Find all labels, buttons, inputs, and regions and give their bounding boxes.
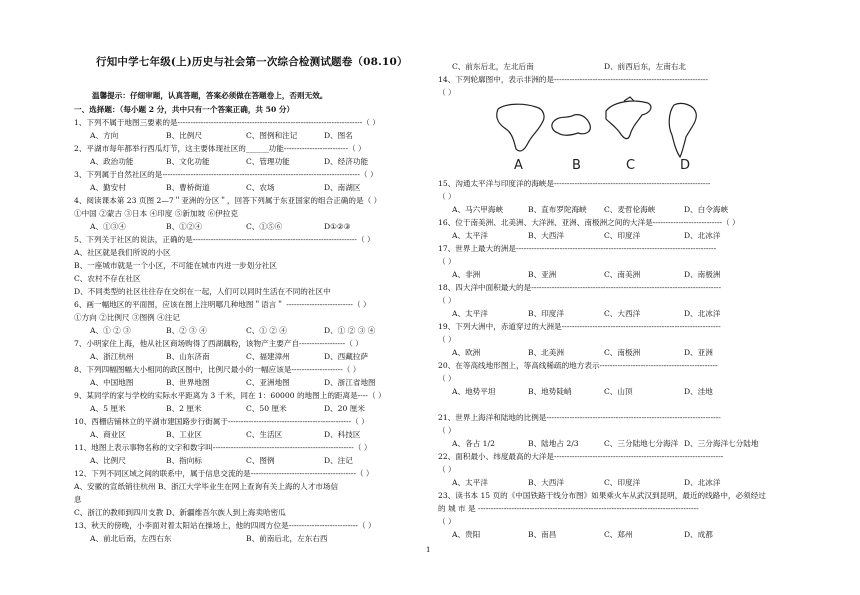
question-line: 19、下列大洲中，赤道穿过的大洲是-------------------------------------------------------------- — [438, 322, 721, 331]
question-line: 10、西栅店铺林立的平湖市建国路步行街属于------------------------------------------------（ ） — [74, 417, 369, 426]
question-line: 8、下列四幅图幅大小相同的政区图中，比例尺最小的一幅应该是--------------------（ ） — [74, 365, 361, 374]
map-label-a: A — [514, 158, 523, 171]
answer-option: C、① ② ④ — [246, 326, 288, 335]
answer-option: A、太平洋 — [452, 309, 488, 318]
section-heading: 一、选择题：（每小题 2 分，共中只有一个答案正确，共 50 分） — [74, 105, 295, 114]
answer-option: B、世界地图 — [166, 378, 210, 387]
map-label-b: B — [572, 158, 581, 171]
answer-option: B、前南后北，左东右西 — [246, 534, 328, 543]
question-line: （ ） — [438, 192, 456, 201]
answer-option: B、陆地占 2/3 — [528, 439, 579, 448]
answer-option: D、注记 — [324, 456, 353, 465]
africa-outline — [497, 104, 544, 151]
question-line: 22、面积最小、纬度最高的大洋是------------------------------------------------------------------ — [438, 452, 724, 461]
south-america-outline — [669, 103, 696, 157]
answer-option: B、曹桥街道 — [166, 183, 210, 192]
answer-option: C、印度洋 — [604, 231, 641, 240]
answer-option: A、贵阳 — [452, 530, 481, 539]
answer-option: B、印度洋 — [528, 309, 564, 318]
answer-option: C、①⑤⑥ — [246, 222, 283, 231]
answer-option: A、商业区 — [90, 430, 126, 439]
question-line: （ ） — [438, 465, 456, 474]
answer-option: A、太平洋 — [452, 231, 488, 240]
question-line: 9、某同学的家与学校的实际水平距离为 3 千米，同在 1：60000 的地图上的距离是----（ ） — [74, 391, 386, 400]
answer-option: B、北美洲 — [528, 348, 564, 357]
question-line: 的 城 市 是 -------------------------------------------------------------------------------------- — [438, 504, 699, 513]
answer-option: D、北冰洋 — [684, 309, 721, 318]
answer-option: B、亚洲 — [528, 270, 557, 279]
answer-option: B、比例尺 — [166, 131, 202, 140]
question-line: （ ） — [438, 88, 456, 97]
question-line: （ ） — [438, 426, 456, 435]
answer-option: D、① ② ③ ④ — [324, 326, 376, 335]
answer-option: D、北冰洋 — [684, 478, 721, 487]
answer-option: D、西藏拉萨 — [324, 352, 369, 361]
answer-option: B、①②④ — [166, 222, 202, 231]
question-line: （ ） — [438, 335, 456, 344]
north-america-outline — [606, 97, 651, 139]
question-line: B、一座城市就是一个小区，不可能在城市内进一步划分社区 — [74, 261, 278, 270]
answer-option: D①②③ — [324, 222, 351, 231]
question-line: 2、平湖市每年都举行西瓜灯节，这主要体现社区的______功能-------------------------（ ） — [74, 144, 366, 153]
answer-option: C、郑州 — [604, 530, 633, 539]
question-line: （ ） — [438, 517, 456, 526]
question-line: ①方向 ②比例尺 ③图例 ④注记 — [74, 313, 180, 322]
answer-option: C、农场 — [246, 183, 275, 192]
question-line: C、浙江的教师到四川支教 D、新疆维吾尔族人到上海卖哈密瓜 — [74, 508, 286, 517]
answer-option: D、白令海峡 — [684, 205, 729, 214]
continent-outlines-svg — [484, 91, 724, 171]
question-line: 12、下列不同区域之间的联系中，属于信息交流的是-----------------------------------------（ ） — [74, 469, 374, 478]
question-line: 14、下列轮廓图中，表示非洲的是------------------------------------------------------------ — [438, 75, 708, 84]
page-number: 1 — [426, 546, 431, 554]
answer-option: C、三分陆地七分海洋 — [604, 439, 679, 448]
answer-option: A、太平洋 — [452, 478, 488, 487]
answer-option: D、浙江省地图 — [324, 378, 376, 387]
answer-option: D、图名 — [324, 131, 353, 140]
map-label-c: C — [626, 158, 636, 171]
answer-option: B、工业区 — [166, 430, 202, 439]
answer-option: D、成都 — [684, 530, 713, 539]
question-line: 17、世界上最大的洲是------------------------------------------------------------------------------ — [438, 244, 717, 253]
question-line: 20、在等高线地形图上，等高线稀疏的地方表示---------------------------------------------- — [438, 361, 718, 370]
answer-option: C、印度洋 — [604, 478, 641, 487]
answer-option: B、南昌 — [528, 530, 557, 539]
notice-text: 温馨提示：仔细审题，认真答题，答案必须做在答题卷上，否则无效。 — [92, 91, 328, 100]
question-line: 18、四大洋中面积最大的是-------------------------------------------------------------------------- — [438, 283, 722, 292]
answer-option: B、山东济南 — [166, 352, 210, 361]
answer-option: A、①③④ — [90, 222, 126, 231]
australia-outline — [552, 115, 590, 136]
answer-option: C、50 厘米 — [246, 404, 287, 413]
answer-option: C、前东后北，左北后南 — [452, 62, 534, 71]
answer-option: B、2 厘米 — [166, 404, 202, 413]
answer-option: D、洼地 — [684, 387, 713, 396]
answer-option: B、大西洋 — [528, 231, 564, 240]
answer-option: C、大西洋 — [604, 309, 641, 318]
answer-option: C、山顶 — [604, 387, 633, 396]
answer-option: A、非洲 — [452, 270, 481, 279]
answer-option: A、前北后南，左西右东 — [90, 534, 172, 543]
question-line: 5、下列关于社区的说法，正确的是----------------------------------------------------------------（ ） — [74, 235, 375, 244]
question-line: 息 — [74, 495, 82, 504]
continent-outline-maps — [484, 91, 724, 171]
answer-option: B、文化功能 — [166, 157, 210, 166]
question-line: 6、画一幅地区的平面图，应该在图上注明哪几种地图＂语言＂ --------------------------（ ） — [74, 300, 371, 309]
answer-option: B、地势陡峭 — [528, 387, 572, 396]
question-line: 11、地图上表示事物名称的文字和数字叫-------------------------------------------------------（ ） — [74, 443, 372, 452]
answer-option: D、20 厘米 — [324, 404, 365, 413]
question-line: D、不同类型的社区往往存在交织在一起，人们可以同时生活在不同的社区中 — [74, 287, 331, 296]
answer-option: A、5 厘米 — [90, 404, 126, 413]
answer-option: A、浙江杭州 — [90, 352, 134, 361]
answer-option: D、前西后东，左南右北 — [604, 62, 687, 71]
answer-option: A、政治功能 — [90, 157, 134, 166]
question-line: 23、读书本 15 页的《中国铁路干线分布图》如果乘火车从武汉到昆明，最近的线路中，必须经过 — [438, 491, 766, 500]
answer-option: A、欧洲 — [452, 348, 481, 357]
answer-option: B、大西洋 — [528, 478, 564, 487]
answer-option: A、比例尺 — [90, 456, 126, 465]
answer-option: B、② ③ ④ — [166, 326, 207, 335]
answer-option: D、南极洲 — [684, 270, 721, 279]
answer-option: D、亚洲 — [684, 348, 713, 357]
answer-option: C、图例 — [246, 456, 275, 465]
answer-option: C、福建漳州 — [246, 352, 290, 361]
answer-option: A、马六甲海峡 — [452, 205, 504, 214]
answer-option: C、生活区 — [246, 430, 283, 439]
answer-option: D、经济功能 — [324, 157, 369, 166]
question-line: C、农村不存在社区 — [74, 274, 141, 283]
answer-option: C、南极洲 — [604, 348, 641, 357]
question-line: 7、小明家住上海，他从社区商场购得了西湖藕粉，该物产主要产自------------------（ ） — [74, 339, 363, 348]
answer-option: D、南湖区 — [324, 183, 361, 192]
answer-option: C、南美洲 — [604, 270, 641, 279]
question-line: 1、下列不属于地图三要素的是------------------------------------------------------------------------（ ） — [74, 118, 380, 127]
question-line: 15、沟通太平洋与印度洋的海峡是------------------------------------------------------------- — [438, 179, 711, 188]
question-line: 21、世界上海洋和陆地的比例是-------------------------------------------------------------------- — [438, 413, 721, 422]
answer-option: B、指向标 — [166, 456, 202, 465]
question-line: （ ） — [438, 296, 456, 305]
answer-option: A、中国地图 — [90, 378, 134, 387]
answer-option: D、科技区 — [324, 430, 361, 439]
answer-option: C、亚洲地图 — [246, 378, 290, 387]
question-line: 13、秋天的傍晚，小李面对着太阳站在操场上，他的四周方位是---------------------------（ ） — [74, 521, 376, 530]
question-line: A、安徽的宣纸销往杭州 B、浙江大学毕业生在网上查询有关上海的人才市场信 — [74, 482, 339, 491]
question-line: 3、下列属于自然社区的是-----------------------------------------------------------------------------（ ） — [74, 170, 378, 179]
answer-option: D、北冰洋 — [684, 231, 721, 240]
answer-option: A、各占 1/2 — [452, 439, 495, 448]
answer-option: C、管理功能 — [246, 157, 290, 166]
answer-option: A、勤安村 — [90, 183, 126, 192]
answer-option: A、① ② ③ — [90, 326, 131, 335]
answer-option: A、方向 — [90, 131, 119, 140]
question-line: ①中国 ②蒙古 ③日本 ④印度 ⑤新加坡 ⑥伊拉克 — [74, 209, 238, 218]
answer-option: A、地势平坦 — [452, 387, 496, 396]
question-line: （ ） — [438, 257, 456, 266]
question-line: 4、阅读课本第 23 页图 2—7＂亚洲的分区＂，回答下列属于东亚国家的组合正确的是（ ） — [74, 196, 382, 205]
answer-option: C、麦哲伦海峡 — [604, 205, 656, 214]
exam-title: 行知中学七年级(上)历史与社会第一次综合检测试题卷（08.10） — [96, 56, 408, 68]
map-label-d: D — [680, 158, 691, 171]
question-line: 16、位于南美洲、北美洲、大洋洲、亚洲、南极洲之间的大洋是---------------------------（ ） — [438, 218, 740, 227]
answer-option: C、图例和注记 — [246, 131, 298, 140]
answer-option: B、直布罗陀海峡 — [528, 205, 587, 214]
question-line: （ ） — [438, 374, 456, 383]
answer-option: D、三分海洋七分陆地 — [684, 439, 759, 448]
question-line: A、社区就是我们所说的小区 — [74, 248, 171, 257]
